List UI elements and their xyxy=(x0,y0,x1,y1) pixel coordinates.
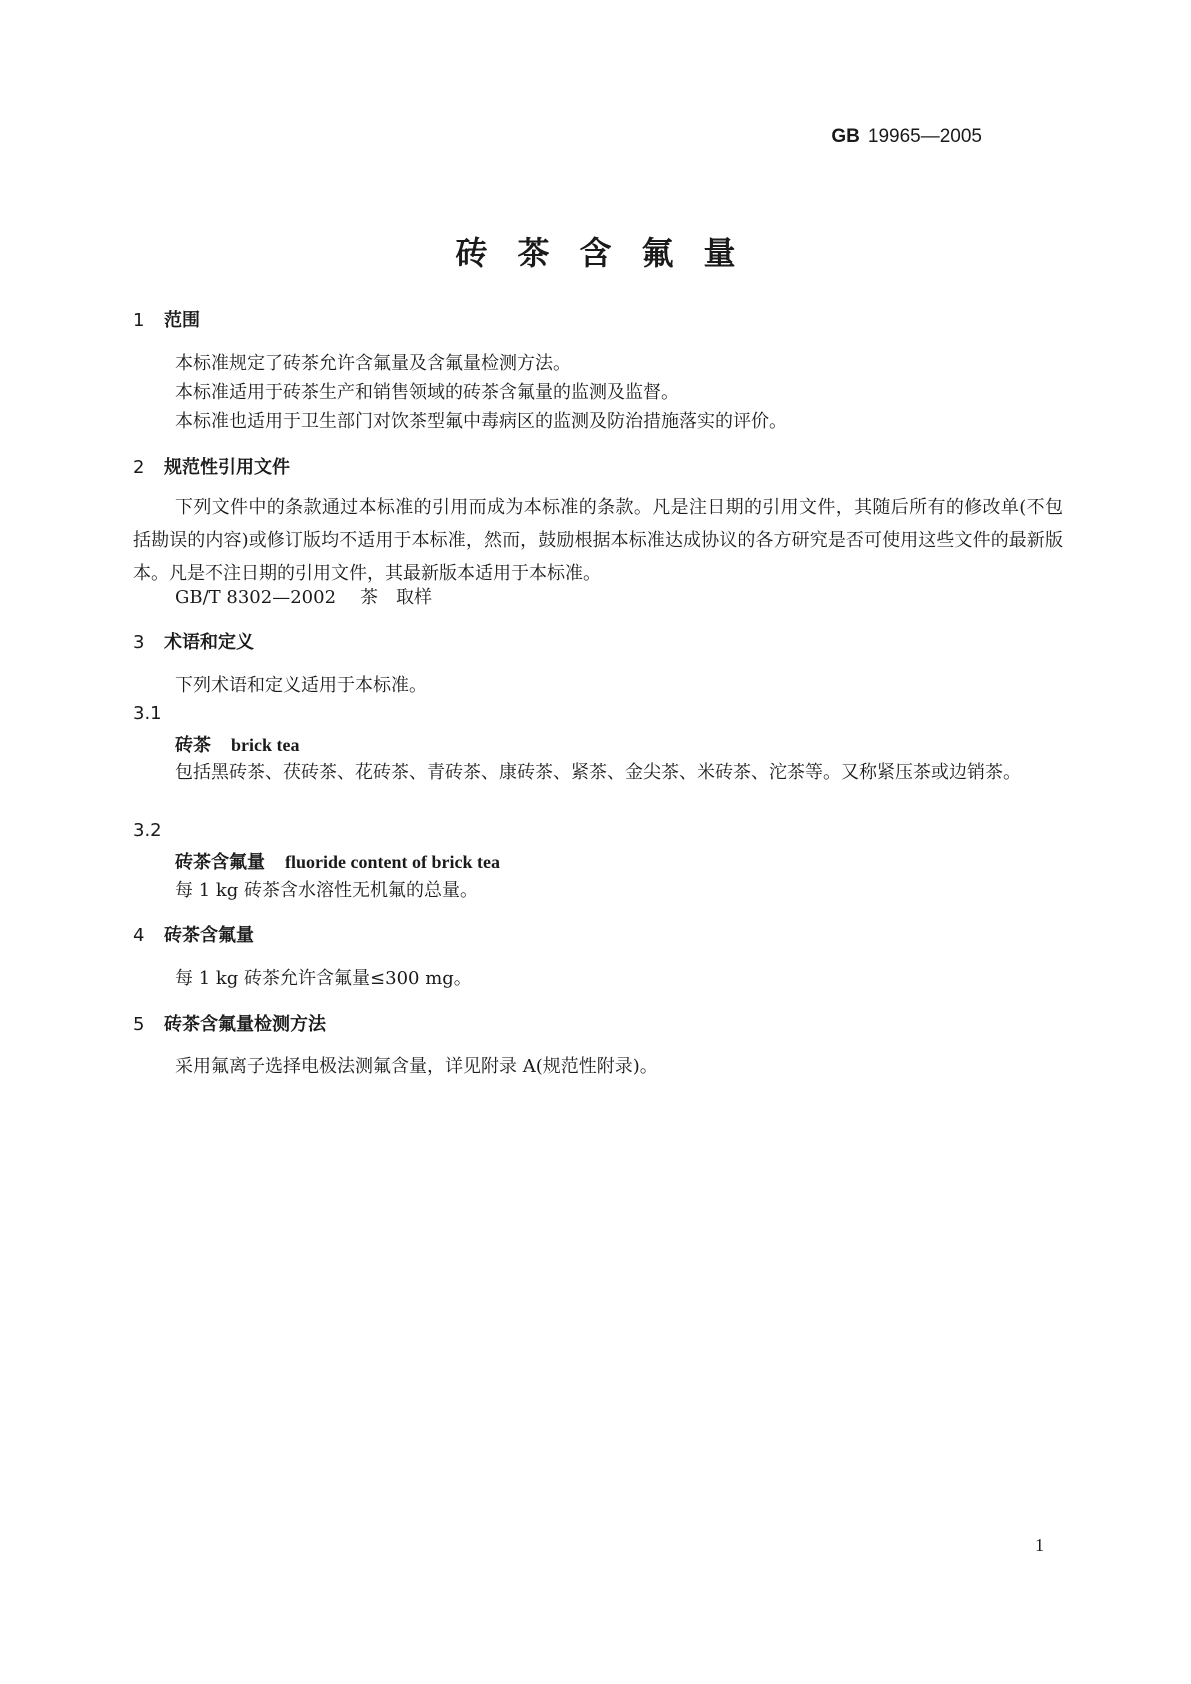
reference-code: GB/T 8302—2002 xyxy=(175,587,337,608)
section-2-body: 下列文件中的条款通过本标准的引用而成为本标准的条款。凡是注日期的引用文件，其随后所有的修改单(不包括勘误的内容)或修订版均不适用于本标准，然而，鼓励根据本标准达成协议的各方研究是否可使用这些文件的最新版本。凡是不注日期的引用文件，其最新版本适用于本标准。 xyxy=(133,497,1063,584)
term-number: 3.1 xyxy=(133,703,162,724)
section-number: 1 xyxy=(133,310,145,331)
term-heading xyxy=(175,848,500,874)
standard-prefix: GB xyxy=(831,126,860,147)
section-number: 5 xyxy=(133,1014,145,1035)
term-definition: 每 1 kg 砖茶含水溶性无机氟的总量。 xyxy=(175,880,479,901)
section-4-body: 每 1 kg 砖茶允许含氟量≤300 mg。 xyxy=(175,968,472,989)
section-title: 规范性引用文件 xyxy=(164,457,290,478)
term-heading xyxy=(175,731,299,757)
reference-title: 茶 xyxy=(360,587,379,608)
section-3-heading xyxy=(133,628,254,654)
term-zh: 砖茶含氟量 xyxy=(175,852,265,873)
section-3-intro: 下列术语和定义适用于本标准。 xyxy=(175,675,427,696)
section-1-paragraph: 本标准适用于砖茶生产和销售领域的砖茶含氟量的监测及监督。 xyxy=(175,382,679,403)
term-number: 3.2 xyxy=(133,820,162,841)
normative-reference xyxy=(175,583,432,609)
section-5-body: 采用氟离子选择电极法测氟含量，详见附录 A(规范性附录)。 xyxy=(175,1056,658,1077)
section-4-heading xyxy=(133,921,254,947)
section-1-paragraph: 本标准也适用于卫生部门对饮茶型氟中毒病区的监测及防治措施落实的评价。 xyxy=(175,411,787,432)
section-number: 2 xyxy=(133,457,145,478)
section-title: 术语和定义 xyxy=(164,632,254,653)
standard-code xyxy=(831,126,982,148)
standard-number: 19965—2005 xyxy=(867,126,982,147)
section-1-heading xyxy=(133,306,200,332)
term-zh: 砖茶 xyxy=(175,735,211,756)
section-title: 砖茶含氟量 xyxy=(164,925,254,946)
section-title: 砖茶含氟量检测方法 xyxy=(164,1014,326,1035)
section-number: 3 xyxy=(133,632,145,653)
section-1-paragraph: 本标准规定了砖茶允许含氟量及含氟量检测方法。 xyxy=(175,353,571,374)
reference-subtitle: 取样 xyxy=(396,587,433,608)
term-definition: 包括黑砖茶、茯砖茶、花砖茶、青砖茶、康砖茶、紧茶、金尖茶、米砖茶、沱茶等。又称紧压茶或边销茶。 xyxy=(175,762,1021,783)
document-title: 砖茶含氟量 xyxy=(455,234,766,272)
section-number: 4 xyxy=(133,925,145,946)
section-5-heading xyxy=(133,1010,326,1036)
section-title: 范围 xyxy=(164,310,200,331)
term-en: fluoride content of brick tea xyxy=(285,852,500,872)
page-number: 1 xyxy=(1035,1535,1044,1555)
section-2-heading xyxy=(133,453,290,479)
term-en: brick tea xyxy=(231,735,300,755)
